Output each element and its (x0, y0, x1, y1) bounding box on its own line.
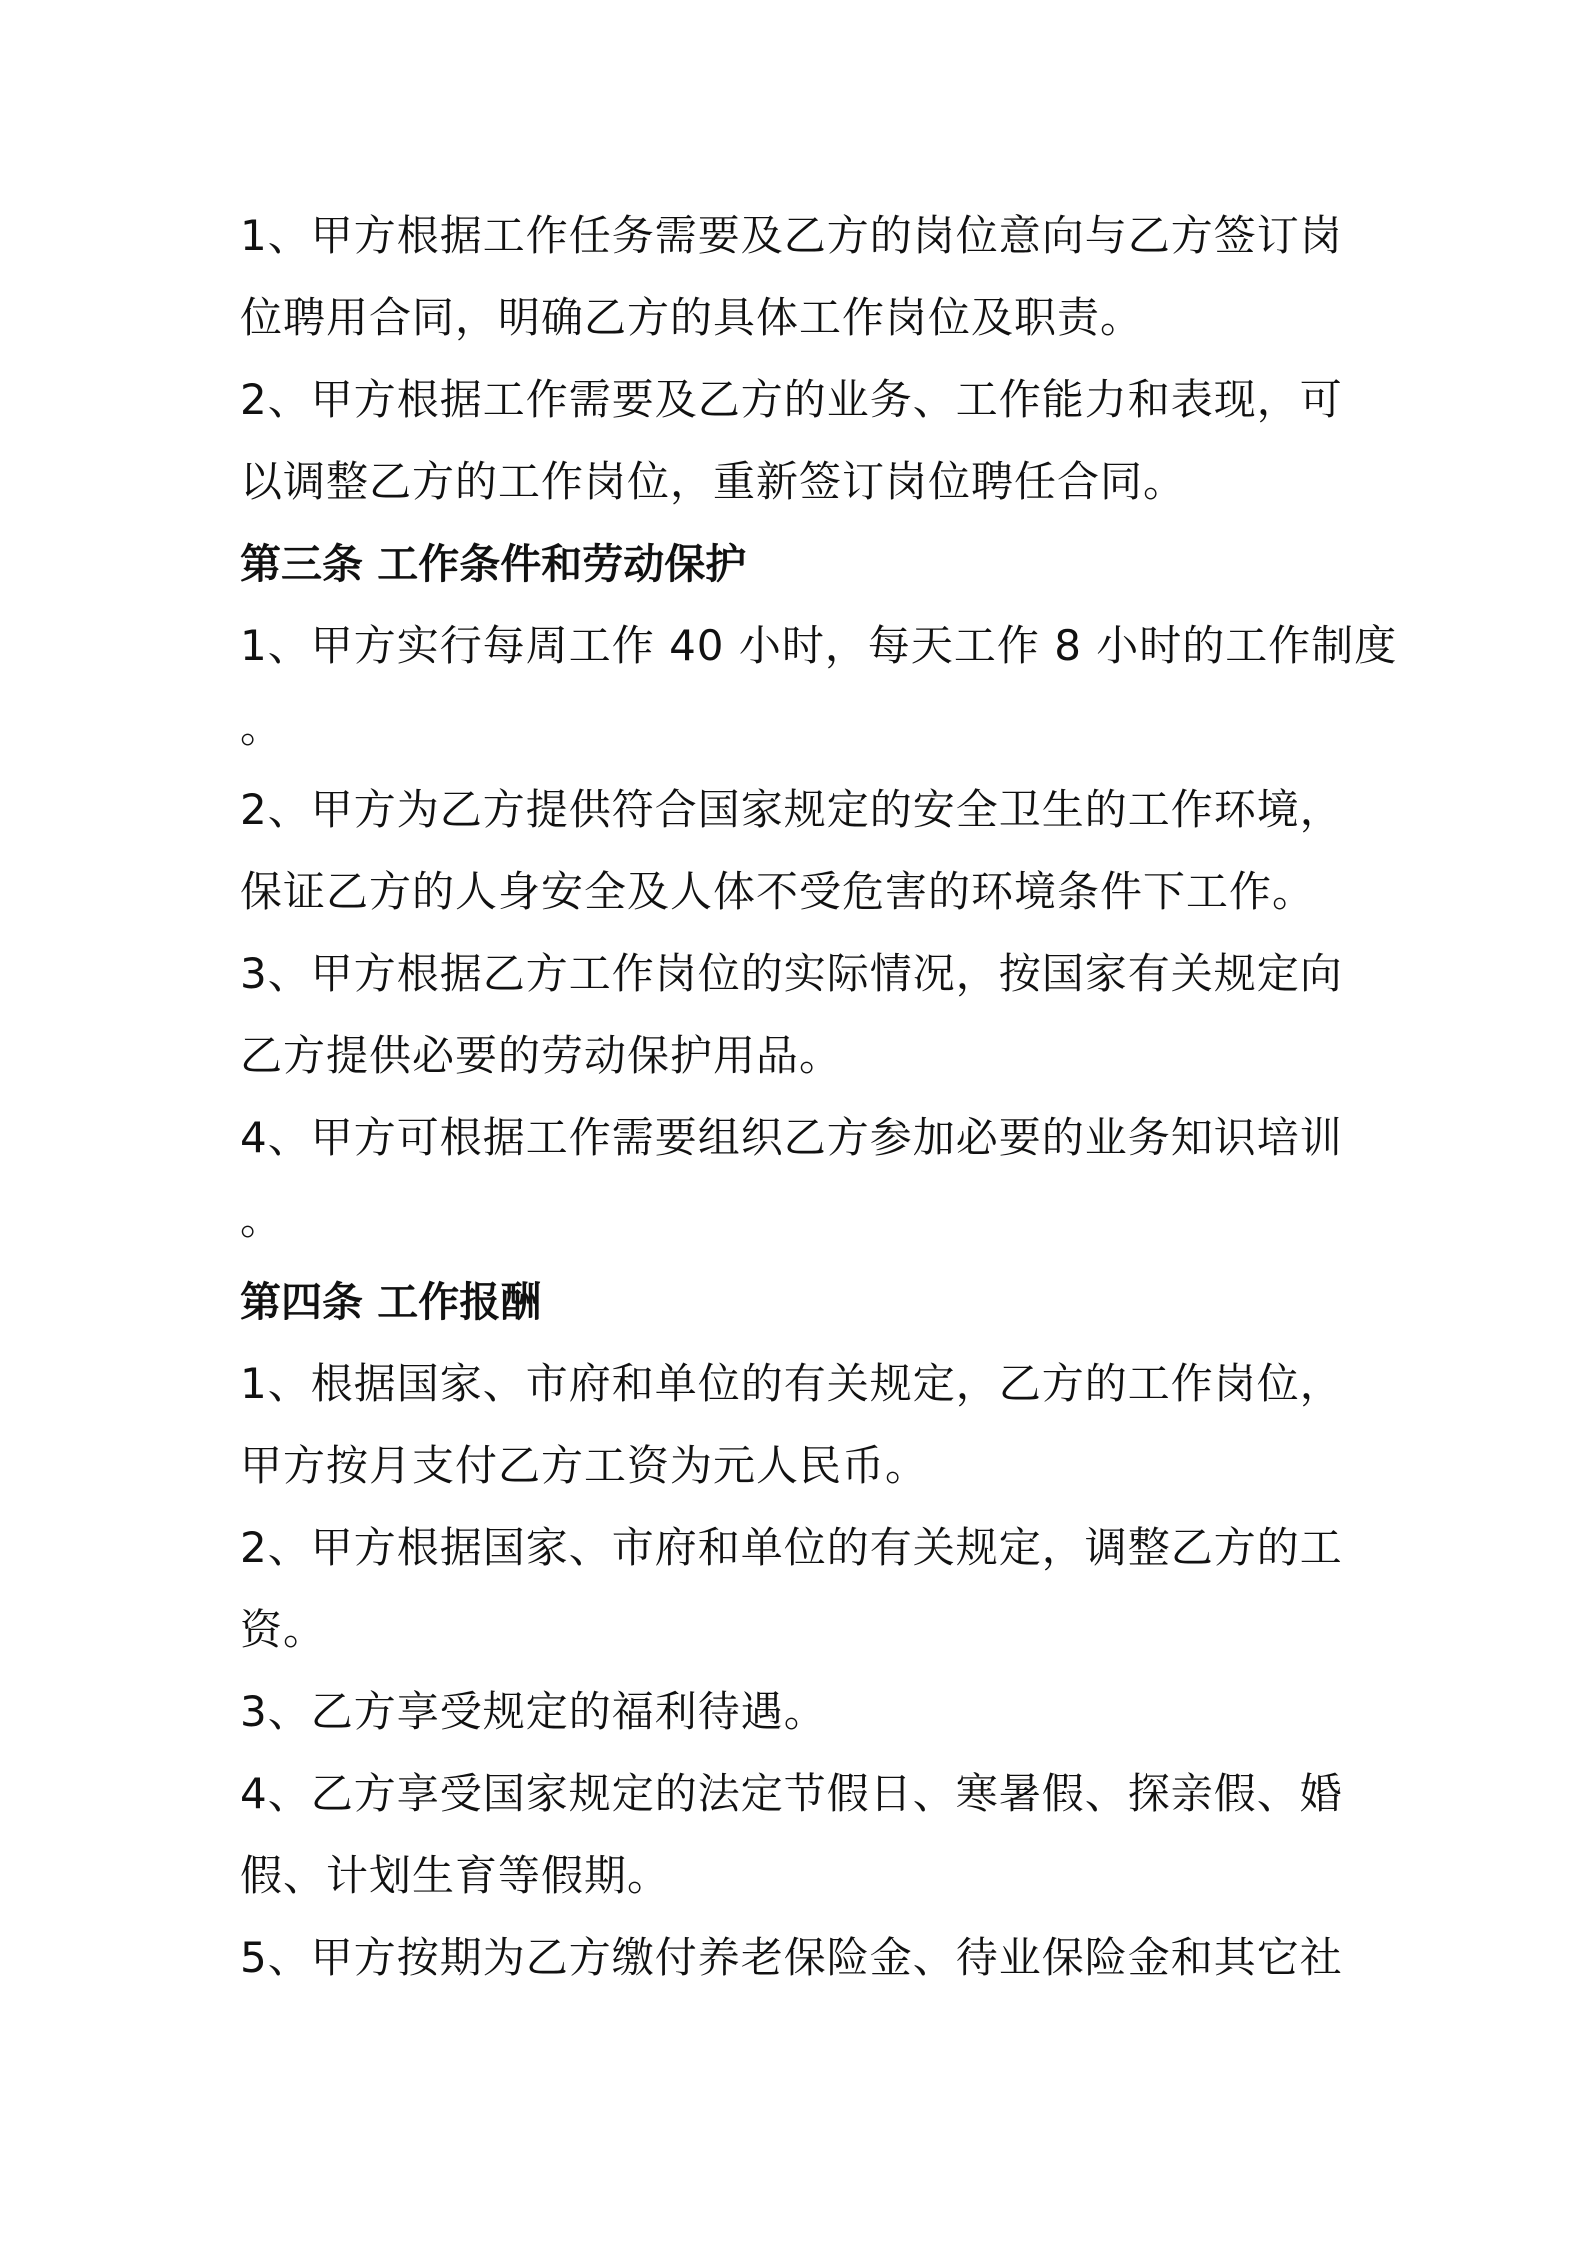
text-line: 假、计划生育等假期。 (240, 1851, 671, 1900)
text-line: 5、甲方按期为乙方缴付养老保险金、待业保险金和其它社 (240, 1933, 1343, 1982)
text-line: 2、甲方根据国家、市府和单位的有关规定，调整乙方的工 (240, 1523, 1343, 1572)
text-line: 保证乙方的人身安全及人体不受危害的环境条件下工作。 (240, 867, 1316, 916)
text-line: 资。 (240, 1605, 327, 1654)
text-line: 。 (240, 1195, 284, 1244)
text-line: 乙方提供必要的劳动保护用品。 (240, 1031, 843, 1080)
text-line: 4、乙方享受国家规定的法定节假日、寒暑假、探亲假、婚 (240, 1769, 1343, 1818)
text-line: 3、甲方根据乙方工作岗位的实际情况，按国家有关规定向 (240, 949, 1343, 998)
clause-3-item-1 (240, 605, 1398, 769)
text-line: 2、甲方为乙方提供符合国家规定的安全卫生的工作环境， (240, 785, 1343, 834)
text-line: 4、甲方可根据工作需要组织乙方参加必要的业务知识培训 (240, 1113, 1343, 1162)
text-line: 以调整乙方的工作岗位，重新签订岗位聘任合同。 (240, 457, 1187, 506)
clause-3-item-2 (240, 769, 1360, 933)
clause-4-item-3 (240, 1671, 1360, 1753)
clause-2-item-1 (240, 195, 1360, 359)
text-line: 1、甲方实行每周工作 40 小时，每天工作 8 小时的工作制度 (240, 621, 1398, 670)
clause-2-item-2 (240, 359, 1360, 523)
document-body (240, 195, 1398, 1999)
text-line: 2、甲方根据工作需要及乙方的业务、工作能力和表现，可 (240, 375, 1343, 424)
text-line: 甲方按月支付乙方工资为元人民币。 (240, 1441, 929, 1490)
section-heading-article-3: 第三条 工作条件和劳动保护 (240, 540, 747, 588)
clause-3-item-3 (240, 933, 1360, 1097)
text-line: 3、乙方享受规定的福利待遇。 (240, 1687, 827, 1736)
clause-3-item-4 (240, 1097, 1360, 1261)
text-line: 。 (240, 703, 284, 752)
section-heading-article-4: 第四条 工作报酬 (240, 1278, 542, 1326)
clause-4-item-4 (240, 1753, 1360, 1917)
clause-4-item-2 (240, 1507, 1360, 1671)
text-line: 1、根据国家、市府和单位的有关规定，乙方的工作岗位， (240, 1359, 1343, 1408)
text-line: 位聘用合同，明确乙方的具体工作岗位及职责。 (240, 293, 1144, 342)
text-line: 1、甲方根据工作任务需要及乙方的岗位意向与乙方签订岗 (240, 211, 1343, 260)
clause-4-item-5 (240, 1917, 1360, 1999)
clause-4-item-1 (240, 1343, 1360, 1507)
